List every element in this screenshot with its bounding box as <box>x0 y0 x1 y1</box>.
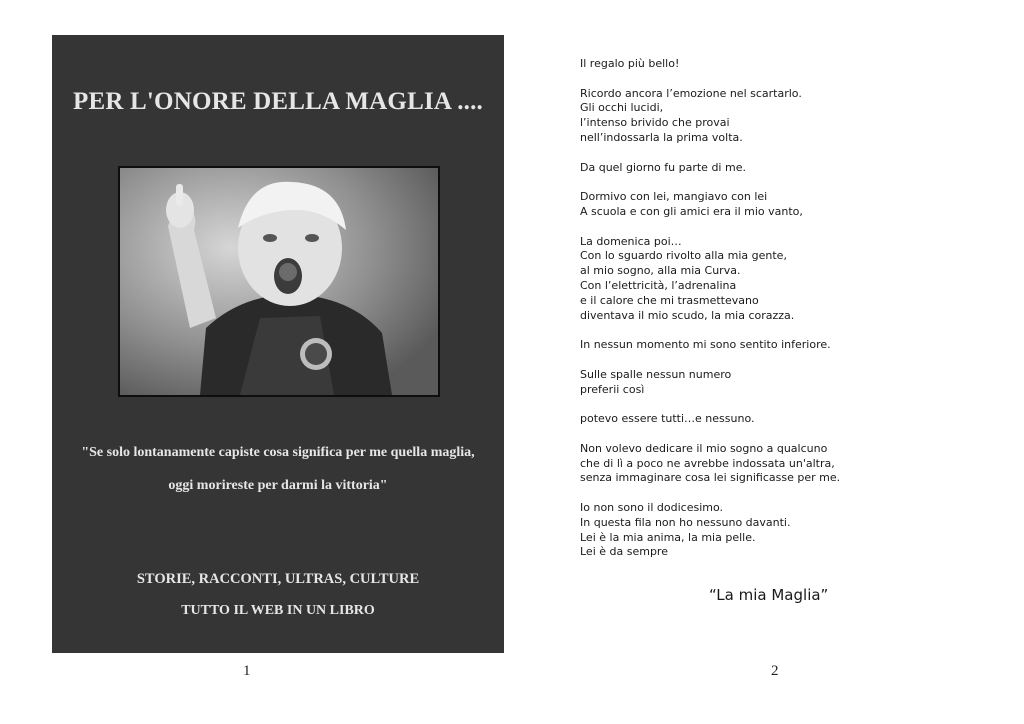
poem-line: potevo essere tutti…e nessuno. <box>580 412 755 426</box>
poem-line: Con l’elettricità, l’adrenalina <box>580 278 737 292</box>
poem-stanza <box>580 87 880 146</box>
poem-stanza <box>580 190 880 220</box>
poem-title: “La mia Maglia” <box>709 586 829 604</box>
poem-stanza <box>580 442 880 486</box>
cover-title: PER L'ONORE DELLA MAGLIA .... <box>72 88 484 115</box>
poem-line: Da quel giorno fu parte di me. <box>580 160 746 174</box>
child-fan-illustration <box>120 168 438 395</box>
poem-stanza <box>580 235 880 324</box>
poem-line: che di lì a poco ne avrebbe indossata un'altra, <box>580 456 835 470</box>
poem-stanza <box>580 412 880 427</box>
poem-line: l’intenso brivido che provai <box>580 116 730 130</box>
cover-photo <box>118 166 440 397</box>
poem-stanza <box>580 57 880 72</box>
poem-line: Con lo sguardo rivolto alla mia gente, <box>580 249 787 263</box>
poem-stanza <box>580 338 880 353</box>
page-number-right: 2 <box>771 663 779 679</box>
poem-line: In nessun momento mi sono sentito inferiore. <box>580 338 831 352</box>
poem-line: al mio sogno, alla mia Curva. <box>580 264 741 278</box>
page-number-left: 1 <box>243 663 251 679</box>
cover-quote-line-1: "Se solo lontanamente capiste cosa significa per me quella maglia, <box>81 445 475 460</box>
poem-line: preferii così <box>580 382 645 396</box>
cover-quote-line-2: oggi morireste per darmi la vittoria" <box>168 478 388 493</box>
poem-stanza <box>580 368 880 398</box>
poem-stanza <box>580 501 880 560</box>
poem-line: Non volevo dedicare il mio sogno a qualcuno <box>580 441 828 455</box>
poem-line: A scuola e con gli amici era il mio vanto, <box>580 204 803 218</box>
poem-line: Ricordo ancora l’emozione nel scartarlo. <box>580 86 802 100</box>
poem-stanza <box>580 161 880 176</box>
poem-line: La domenica poi… <box>580 234 682 248</box>
poem-line: Sulle spalle nessun numero <box>580 367 732 381</box>
cover-subtitle-line-1: STORIE, RACCONTI, ULTRAS, CULTURE <box>136 571 420 587</box>
poem-line: In questa fila non ho nessuno davanti. <box>580 515 791 529</box>
poem-line: e il calore che mi trasmettevano <box>580 293 759 307</box>
poem-line: Gli occhi lucidi, <box>580 101 664 115</box>
poem-line: Lei è da sempre <box>580 545 668 559</box>
poem-line: Dormivo con lei, mangiavo con lei <box>580 190 768 204</box>
poem-line: Io non sono il dodicesimo. <box>580 500 724 514</box>
book-cover <box>52 35 504 653</box>
poem-line: diventava il mio scudo, la mia corazza. <box>580 308 795 322</box>
cover-subtitle-line-2: TUTTO IL WEB IN UN LIBRO <box>181 603 375 618</box>
poem-body <box>580 57 880 575</box>
poem-line: Lei è la mia anima, la mia pelle. <box>580 530 756 544</box>
poem-line: nell’indossarla la prima volta. <box>580 130 743 144</box>
poem-line: Il regalo più bello! <box>580 57 680 70</box>
poem-line: senza immaginare cosa lei significasse per me. <box>580 471 841 485</box>
